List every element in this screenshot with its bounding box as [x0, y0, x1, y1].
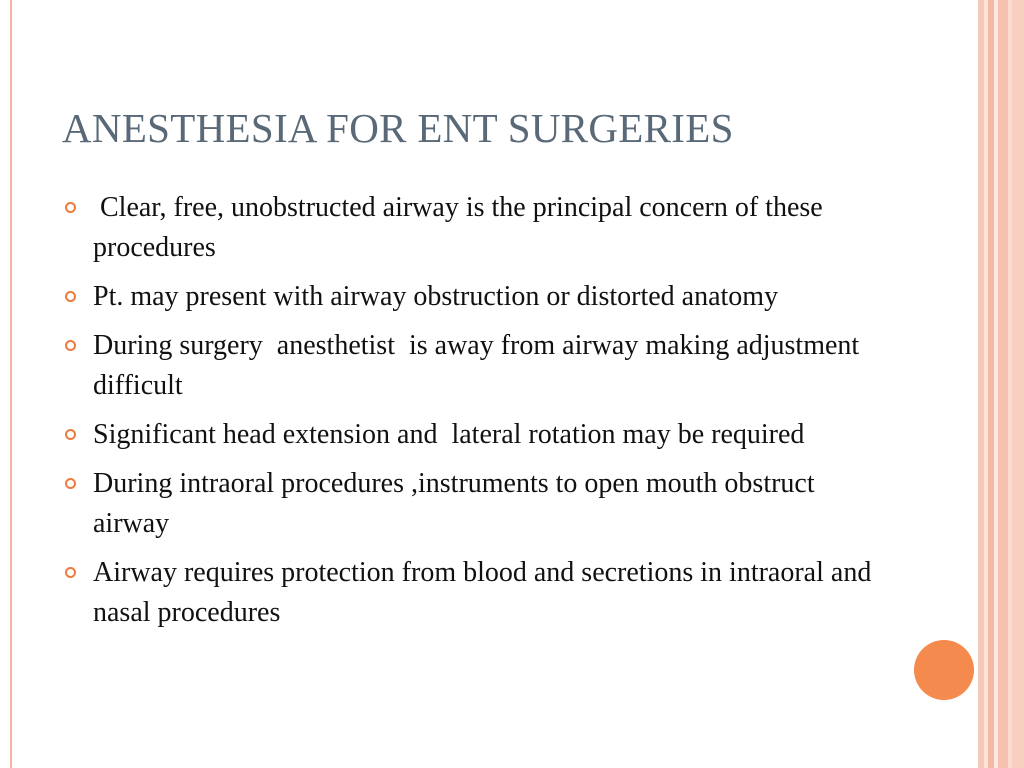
bullet-circle-icon	[65, 202, 76, 213]
bullet-item	[62, 464, 892, 544]
bullet-text: During surgery anesthetist is away from airway making adjustment difficult	[93, 330, 867, 401]
bullet-circle-icon	[65, 429, 76, 440]
left-border-line	[10, 0, 12, 768]
bullet-item	[62, 553, 892, 633]
bullet-text: Clear, free, unobstructed airway is the principal concern of these procedures	[93, 192, 830, 263]
bullet-item	[62, 277, 892, 317]
right-border-stripe	[1012, 0, 1024, 768]
bullet-text: Airway requires protection from blood and secretions in intraoral and nasal procedures	[93, 557, 879, 628]
bullet-item	[62, 188, 892, 268]
bullet-circle-icon	[65, 567, 76, 578]
bullet-circle-icon	[65, 340, 76, 351]
bullet-text: During intraoral procedures ,instruments to open mouth obstruct airway	[93, 468, 822, 539]
bullet-circle-icon	[65, 478, 76, 489]
bullet-text: Significant head extension and lateral rotation may be required	[93, 419, 805, 450]
bullet-item	[62, 415, 892, 455]
bullet-text: Pt. may present with airway obstruction or distorted anatomy	[93, 281, 779, 312]
decorative-circle-icon	[914, 640, 974, 700]
bullet-circle-icon	[65, 291, 76, 302]
bullet-item	[62, 326, 892, 406]
right-border-stripe	[998, 0, 1008, 768]
slide-title: ANESTHESIA FOR ENT SURGERIES	[62, 105, 734, 151]
bullet-list	[62, 188, 892, 642]
